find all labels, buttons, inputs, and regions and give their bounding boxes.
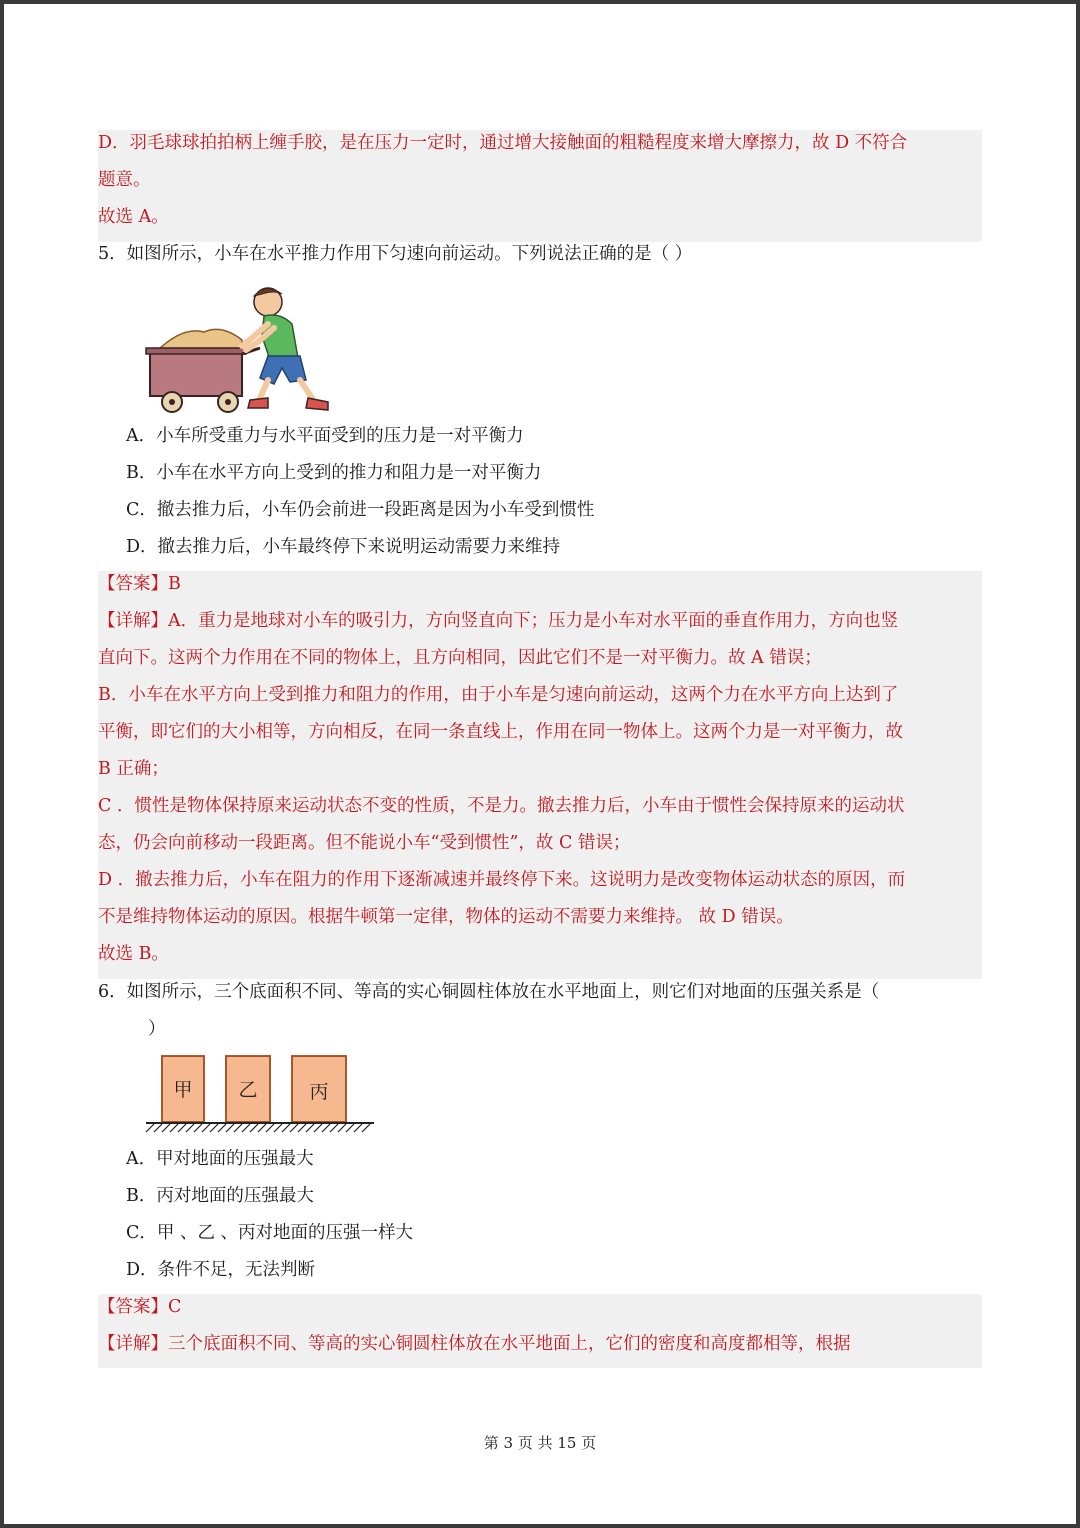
q5-detail-line: 平衡，即它们的大小相等，方向相反，在同一条直线上，作用在同一物体上。这两个力是一对平衡力，故: [98, 722, 903, 742]
prev-answer-d-line1: D．羽毛球球拍拍柄上缠手胶，是在压力一定时，通过增大接触面的粗糙程度来增大摩擦力，故 D 不符合: [98, 133, 908, 153]
cylinder-label-bing: 丙: [309, 1081, 329, 1103]
q5-detail-line: [98, 603, 898, 640]
q5-detail-text: A．重力是地球对小车的吸引力，方向竖直向下；压力是小车对水平面的垂直作用力，方向也竖: [168, 611, 899, 631]
q6-option-c: C．甲 、乙 、丙对地面的压强一样大: [126, 1223, 414, 1243]
q5-detail-line: B．小车在水平方向上受到推力和阻力的作用，由于小车是匀速向前运动，这两个力在水平方向上达到了: [98, 685, 899, 705]
q6-detail-text: 三个底面积不同、等高的实心铜圆柱体放在水平地面上，它们的密度和高度都相等，根据: [168, 1334, 851, 1354]
page-footer: 第 3 页 共 15 页: [483, 1434, 597, 1452]
q5-answer-tag: 【答案】: [98, 574, 168, 594]
cylinders-figure: [142, 1052, 376, 1134]
q5-detail-line: D ．撤去推力后，小车在阻力的作用下逐渐减速并最终停下来。这说明力是改变物体运动状态的原因，而: [98, 870, 906, 890]
q5-answer: [98, 566, 181, 603]
q6-detail-tag: 【详解】: [98, 1334, 168, 1354]
q6-stem-line1: 6．如图所示，三个底面积不同、等高的实心铜圆柱体放在水平地面上，则它们对地面的压强关系是（: [98, 982, 880, 1002]
q5-answer-value: B: [168, 574, 181, 594]
prev-answer-d-line2: 题意。: [98, 170, 151, 190]
q6-detail-line: [98, 1326, 851, 1363]
q5-stem: 5．如图所示，小车在水平推力作用下匀速向前运动。下列说法正确的是（ ）: [98, 244, 693, 264]
q5-option-b: B．小车在水平方向上受到的推力和阻力是一对平衡力: [126, 463, 542, 483]
q6-answer: [98, 1289, 181, 1326]
q6-answer-tag: 【答案】: [98, 1297, 168, 1317]
prev-answer-choice: 故选 A。: [98, 207, 169, 227]
q6-option-b: B．丙对地面的压强最大: [126, 1186, 314, 1206]
q5-detail-line: 态，仍会向前移动一段距离。但不能说小车“受到惯性”，故 C 错误；: [98, 833, 631, 853]
q5-detail-line: 直向下。这两个力作用在不同的物体上，且方向相同，因此它们不是一对平衡力。故 A 错误；: [98, 648, 822, 668]
q6-option-a: A．甲对地面的压强最大: [126, 1149, 314, 1169]
q6-answer-value: C: [168, 1297, 182, 1317]
q5-detail-line: 不是维持物体运动的原因。根据牛顿第一定律，物体的运动不需要力来维持。 故 D 错误。: [98, 907, 794, 927]
q5-detail-line: 故选 B。: [98, 944, 169, 964]
q5-detail-line: C ．惯性是物体保持原来运动状态不变的性质，不是力。撤去推力后，小车由于惯性会保持原来的运动状: [98, 796, 905, 816]
cylinder-label-yi: 乙: [238, 1079, 258, 1101]
q6-stem-line2: ）: [148, 1019, 166, 1039]
q6-option-d: D．条件不足，无法判断: [126, 1260, 316, 1280]
q5-option-a: A．小车所受重力与水平面受到的压力是一对平衡力: [126, 426, 524, 446]
ground-hatching: [146, 1124, 370, 1132]
document-page: [4, 4, 1076, 1524]
q5-detail-line: B 正确；: [98, 759, 169, 779]
q5-detail-tag: 【详解】: [98, 611, 168, 631]
cylinder-label-jia: 甲: [173, 1079, 193, 1101]
q5-option-c: C．撤去推力后，小车仍会前进一段距离是因为小车受到惯性: [126, 500, 595, 520]
q5-option-d: D．撤去推力后，小车最终停下来说明运动需要力来维持: [126, 537, 561, 557]
boy-pushing-cart-illustration: [142, 280, 342, 414]
